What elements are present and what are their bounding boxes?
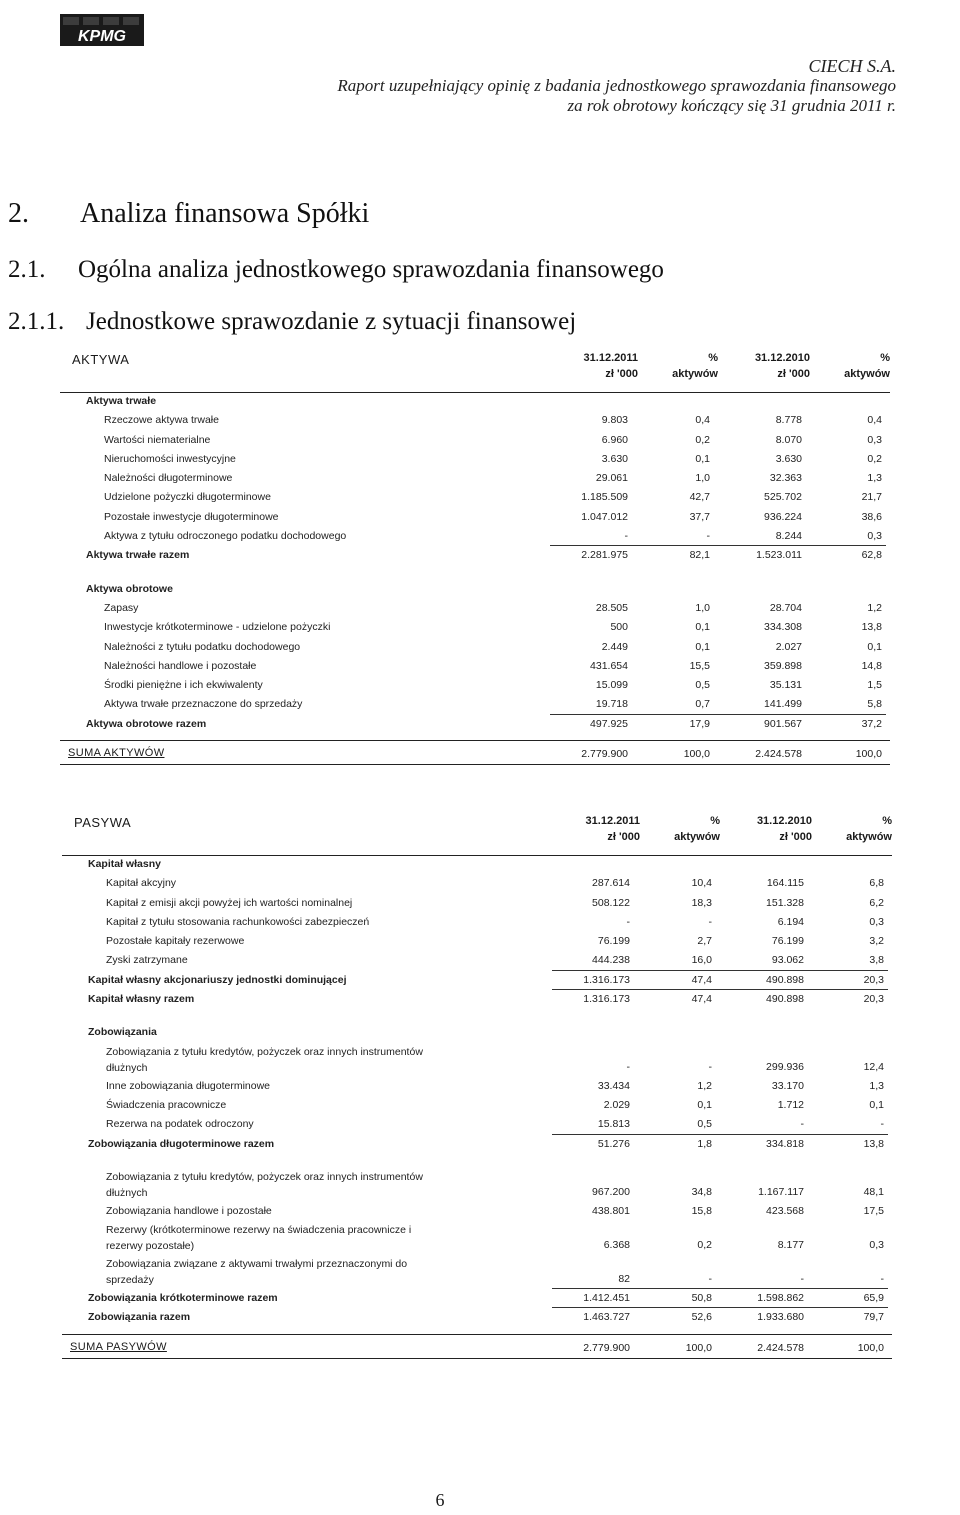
header-line-1: Raport uzupełniający opinię z badania jednostkowego sprawozdania finansowego <box>337 76 896 95</box>
cell-value: 15.813 <box>597 1118 630 1131</box>
cell-value: 287.614 <box>592 877 630 890</box>
subtotal-row <box>60 715 890 734</box>
kpmg-logo-text: KPMG <box>78 28 126 45</box>
cell-value: 1.316.173 <box>583 973 630 986</box>
row-label: Świadczenia pracownicze <box>106 1098 227 1111</box>
row-label: Aktywa trwałe przeznaczone do sprzedaży <box>104 698 303 711</box>
col-2011-value: 31.12.2011 zł '000 <box>585 815 640 843</box>
row-label: Zobowiązania z tytułu kredytów, pożyczek oraz innych instrumentów dłużnych <box>106 1170 423 1199</box>
row-label: Rezerwy (krótkoterminowe rezerwy na świadczenia pracownicze i rezerwy pozostałe) <box>106 1224 412 1253</box>
cell-value: 2.027 <box>775 640 802 653</box>
row-label: Kapitał z emisji akcji powyżej ich wartości nominalnej <box>106 896 353 909</box>
spacer <box>60 566 890 580</box>
cell-value: 6,2 <box>869 896 884 909</box>
cell-value: 100,0 <box>685 1341 712 1354</box>
table-row <box>60 527 890 546</box>
cell-value: - <box>800 1273 804 1286</box>
cell-value: 8.244 <box>775 530 802 543</box>
cell-value: 82,1 <box>689 549 710 562</box>
cell-value: 2.779.900 <box>583 1341 630 1354</box>
kpmg-logo <box>60 14 144 46</box>
cell-value: 1,0 <box>695 472 710 485</box>
row-label: Aktywa obrotowe <box>86 582 173 595</box>
subtotal-row <box>62 1135 892 1154</box>
spacer <box>62 1009 892 1023</box>
row-label: Należności długoterminowe <box>104 472 233 485</box>
cell-value: 13,8 <box>861 621 882 634</box>
row-label: Zobowiązania długoterminowe razem <box>88 1137 275 1150</box>
cell-value: 0,5 <box>697 1118 712 1131</box>
row-label: Pozostałe inwestycje długoterminowe <box>104 510 279 523</box>
cell-value: - <box>880 1273 884 1286</box>
cell-value: 0,2 <box>695 433 710 446</box>
col-2010-percent: % aktywów <box>846 815 892 843</box>
col-2011-value: 31.12.2011 zł '000 <box>583 352 638 380</box>
table-row <box>62 874 892 893</box>
row-label: Nieruchomości inwestycyjne <box>104 452 236 465</box>
report-header <box>337 56 896 116</box>
cell-value: 0,3 <box>869 1239 884 1252</box>
section-number: 2.1.1. <box>8 308 65 335</box>
cell-value: 0,1 <box>697 1098 712 1111</box>
cell-value: 1,2 <box>697 1079 712 1092</box>
liabilities-total-label: SUMA PASYWÓW <box>70 1340 167 1353</box>
table-row <box>62 1168 892 1202</box>
cell-value: 52,6 <box>691 1311 712 1324</box>
cell-value: 0,1 <box>867 640 882 653</box>
cell-value: 14,8 <box>861 659 882 672</box>
cell-value: 1,0 <box>695 601 710 614</box>
cell-value: - <box>626 1060 630 1073</box>
cell-value: 1.712 <box>777 1098 804 1111</box>
section-title-text: Jednostkowe sprawozdanie z sytuacji finansowej <box>86 308 577 335</box>
cell-value: 28.505 <box>595 601 628 614</box>
cell-value: 6.368 <box>603 1239 630 1252</box>
cell-value: 967.200 <box>592 1185 630 1198</box>
cell-value: 100,0 <box>683 748 710 761</box>
cell-value: - <box>706 530 710 543</box>
cell-value: 1.463.727 <box>583 1311 630 1324</box>
cell-value: 1.933.680 <box>757 1311 804 1324</box>
cell-value: 431.654 <box>590 659 628 672</box>
cell-value: 0,2 <box>867 452 882 465</box>
row-label: Należności handlowe i pozostałe <box>104 659 257 672</box>
group-heading-row <box>62 1023 892 1042</box>
cell-value: - <box>708 1273 712 1286</box>
table-row <box>60 411 890 430</box>
cell-value: 34,8 <box>691 1185 712 1198</box>
cell-value: 9.803 <box>601 414 628 427</box>
table-row <box>62 1077 892 1096</box>
cell-value: 50,8 <box>691 1292 712 1305</box>
table-row <box>62 1115 892 1134</box>
cell-value: 141.499 <box>764 698 802 711</box>
cell-value: 0,4 <box>695 414 710 427</box>
row-label: Zobowiązania <box>88 1026 157 1039</box>
cell-value: 42,7 <box>689 491 710 504</box>
cell-value: 151.328 <box>766 896 804 909</box>
cell-value: 334.308 <box>764 621 802 634</box>
cell-value: 901.567 <box>764 717 802 730</box>
liabilities-heading: PASYWA <box>74 815 132 830</box>
cell-value: 65,9 <box>863 1292 884 1305</box>
cell-value: - <box>708 915 712 928</box>
table-row <box>60 638 890 657</box>
row-label: Wartości niematerialne <box>104 433 211 446</box>
row-label: Udzielone pożyczki długoterminowe <box>104 491 271 504</box>
cell-value: 29.061 <box>595 472 628 485</box>
rule <box>60 764 890 765</box>
cell-value: 35.131 <box>769 679 802 692</box>
cell-value: 76.199 <box>771 935 804 948</box>
cell-value: 8.177 <box>777 1239 804 1252</box>
table-row <box>62 1096 892 1115</box>
cell-value: 1.185.509 <box>581 491 628 504</box>
section-title-text: Ogólna analiza jednostkowego sprawozdania finansowego <box>78 256 664 283</box>
cell-value: - <box>880 1118 884 1131</box>
cell-value: 15,8 <box>691 1204 712 1217</box>
cell-value: 62,8 <box>861 549 882 562</box>
cell-value: 1,3 <box>869 1079 884 1092</box>
row-label: Pozostałe kapitały rezerwowe <box>106 935 245 948</box>
cell-value: 1,8 <box>697 1137 712 1150</box>
cell-value: 10,4 <box>691 877 712 890</box>
row-label: Aktywa trwałe razem <box>86 549 190 562</box>
page-number: 6 <box>435 1490 445 1510</box>
cell-value: 76.199 <box>597 935 630 948</box>
cell-value: 2.029 <box>603 1098 630 1111</box>
subtotal-row <box>62 971 892 990</box>
cell-value: 20,3 <box>863 973 884 986</box>
table-row <box>60 618 890 637</box>
cell-value: 17,5 <box>863 1204 884 1217</box>
liabilities-table-header <box>62 815 892 855</box>
section-title-2-1 <box>8 256 664 284</box>
cell-value: 17,9 <box>689 717 710 730</box>
cell-value: 32.363 <box>769 472 802 485</box>
cell-value: 5,8 <box>867 698 882 711</box>
cell-value: 19.718 <box>595 698 628 711</box>
col-2011-percent: % aktywów <box>672 352 718 380</box>
subtotal-row <box>62 1308 892 1327</box>
cell-value: 1.316.173 <box>583 993 630 1006</box>
cell-value: 0,7 <box>695 698 710 711</box>
cell-value: 2.281.975 <box>581 549 628 562</box>
cell-value: 444.238 <box>592 954 630 967</box>
header-company: CIECH S.A. <box>808 56 896 76</box>
cell-value: 8.070 <box>775 433 802 446</box>
cell-value: 0,1 <box>869 1098 884 1111</box>
cell-value: 525.702 <box>764 491 802 504</box>
table-row <box>60 469 890 488</box>
cell-value: 0,3 <box>869 915 884 928</box>
row-label: Rzeczowe aktywa trwałe <box>104 414 219 427</box>
cell-value: 497.925 <box>590 717 628 730</box>
table-row <box>60 431 890 450</box>
section-number: 2. <box>8 198 29 229</box>
group-heading-row <box>60 392 890 411</box>
cell-value: 33.170 <box>771 1079 804 1092</box>
row-label: Aktywa trwałe <box>86 395 157 407</box>
row-label: Aktywa obrotowe razem <box>86 717 207 730</box>
liabilities-total-row <box>62 1334 892 1358</box>
cell-value: 6,8 <box>869 877 884 890</box>
cell-value: 47,4 <box>691 993 712 1006</box>
cell-value: 490.898 <box>766 973 804 986</box>
cell-value: 359.898 <box>764 659 802 672</box>
table-row <box>60 599 890 618</box>
cell-value: 51.276 <box>597 1137 630 1150</box>
cell-value: 79,7 <box>863 1311 884 1324</box>
assets-rows <box>60 392 890 734</box>
cell-value: 16,0 <box>691 954 712 967</box>
cell-value: 500 <box>610 621 628 634</box>
cell-value: 438.801 <box>592 1204 630 1217</box>
cell-value: 1,2 <box>867 601 882 614</box>
cell-value: 299.936 <box>766 1060 804 1073</box>
cell-value: 37,7 <box>689 510 710 523</box>
header-line-2: za rok obrotowy kończący się 31 grudnia 2011 r. <box>567 96 896 115</box>
table-row <box>60 657 890 676</box>
cell-value: 47,4 <box>691 973 712 986</box>
subtotal-row <box>60 546 890 565</box>
row-label: Zobowiązania z tytułu kredytów, pożyczek oraz innych instrumentów dłużnych <box>106 1045 423 1074</box>
cell-value: 2.424.578 <box>757 1341 804 1354</box>
cell-value: - <box>708 1060 712 1073</box>
row-label: Zobowiązania handlowe i pozostałe <box>106 1204 272 1217</box>
rule <box>62 1334 892 1335</box>
cell-value: 28.704 <box>769 601 802 614</box>
cell-value: - <box>624 530 628 543</box>
assets-total-row <box>60 740 890 764</box>
assets-table <box>60 352 890 764</box>
rule <box>60 740 890 741</box>
cell-value: 0,1 <box>695 452 710 465</box>
row-label: Zobowiązania krótkoterminowe razem <box>88 1292 278 1305</box>
row-label: Środki pieniężne i ich ekwiwalenty <box>104 679 263 692</box>
cell-value: 2.779.900 <box>581 748 628 761</box>
cell-value: 0,4 <box>867 414 882 427</box>
col-2010-value: 31.12.2010 zł '000 <box>756 815 812 843</box>
row-label: Rezerwa na podatek odroczony <box>106 1118 254 1131</box>
table-row <box>60 450 890 469</box>
row-label: Inwestycje krótkoterminowe - udzielone pożyczki <box>104 621 331 634</box>
cell-value: 334.818 <box>766 1137 804 1150</box>
cell-value: 37,2 <box>861 717 882 730</box>
row-label: Zobowiązania związane z aktywami trwałymi przeznaczonymi do sprzedaży <box>106 1258 408 1287</box>
cell-value: 1.523.011 <box>756 549 802 562</box>
cell-value: 93.062 <box>771 954 804 967</box>
cell-value: 20,3 <box>863 993 884 1006</box>
row-label: Inne zobowiązania długoterminowe <box>106 1079 271 1092</box>
cell-value: 3,2 <box>869 935 884 948</box>
cell-value: 8.778 <box>775 414 802 427</box>
cell-value: 15.099 <box>595 679 628 692</box>
cell-value: 490.898 <box>766 993 804 1006</box>
col-2010-value: 31.12.2010 zł '000 <box>754 352 810 380</box>
table-row <box>60 488 890 507</box>
cell-value: 6.960 <box>601 433 628 446</box>
cell-value: 1.412.451 <box>583 1292 630 1305</box>
cell-value: 13,8 <box>863 1137 884 1150</box>
section-title-2-1-1 <box>8 308 576 336</box>
assets-heading: AKTYWA <box>72 352 130 367</box>
table-row <box>60 676 890 695</box>
cell-value: 33.434 <box>597 1079 630 1092</box>
table-row <box>62 1221 892 1255</box>
subtotal-row <box>62 990 892 1009</box>
cell-value: 0,5 <box>695 679 710 692</box>
table-row <box>62 932 892 951</box>
cell-value: 2.424.578 <box>755 748 802 761</box>
row-label: Zyski zatrzymane <box>106 954 188 967</box>
table-row <box>62 1202 892 1221</box>
cell-value: 1.167.117 <box>758 1185 804 1198</box>
cell-value: 164.115 <box>766 877 804 890</box>
spacer <box>62 1154 892 1168</box>
cell-value: 38,6 <box>861 510 882 523</box>
cell-value: 0,3 <box>867 433 882 446</box>
rule <box>62 1358 892 1359</box>
cell-value: 12,4 <box>863 1060 884 1073</box>
row-label: Kapitał akcyjny <box>106 877 177 890</box>
cell-value: 100,0 <box>855 748 882 761</box>
cell-value: 508.122 <box>592 896 630 909</box>
table-row <box>60 508 890 527</box>
table-row <box>62 1043 892 1077</box>
section-number: 2.1. <box>8 256 46 283</box>
section-title-2 <box>8 198 369 230</box>
row-label: Zapasy <box>104 601 139 614</box>
assets-total-label: SUMA AKTYWÓW <box>68 747 165 760</box>
cell-value: 3,8 <box>869 954 884 967</box>
row-label: Należności z tytułu podatku dochodowego <box>104 640 301 653</box>
assets-table-header <box>60 352 890 392</box>
cell-value: 0,1 <box>695 621 710 634</box>
cell-value: 423.568 <box>766 1204 804 1217</box>
cell-value: 1,3 <box>867 472 882 485</box>
cell-value: 0,1 <box>695 640 710 653</box>
cell-value: 1,5 <box>867 679 882 692</box>
cell-value: 3.630 <box>775 452 802 465</box>
group-heading-row <box>62 855 892 874</box>
row-label: Kapitał własny akcjonariuszy jednostki dominującej <box>88 973 347 986</box>
cell-value: 0,3 <box>867 530 882 543</box>
liabilities-rows <box>62 855 892 1328</box>
row-label: Kapitał własny razem <box>88 993 195 1006</box>
cell-value: - <box>800 1118 804 1131</box>
row-label: Kapitał własny <box>88 858 161 870</box>
cell-value: 18,3 <box>691 896 712 909</box>
cell-value: 3.630 <box>601 452 628 465</box>
cell-value: 15,5 <box>689 659 710 672</box>
col-2010-percent: % aktywów <box>844 352 890 380</box>
liabilities-table <box>62 815 892 1358</box>
table-row <box>60 695 890 714</box>
group-heading-row <box>60 580 890 599</box>
cell-value: 48,1 <box>863 1185 884 1198</box>
cell-value: 21,7 <box>861 491 882 504</box>
section-title-text: Analiza finansowa Spółki <box>80 198 370 229</box>
cell-value: 936.224 <box>764 510 802 523</box>
col-2011-percent: % aktywów <box>674 815 720 843</box>
cell-value: 0,2 <box>697 1239 712 1252</box>
cell-value: 1.598.862 <box>757 1292 804 1305</box>
table-row <box>62 951 892 970</box>
table-row <box>62 913 892 932</box>
table-row <box>62 1255 892 1289</box>
row-label: Kapitał z tytułu stosowania rachunkowości zabezpieczeń <box>106 915 370 928</box>
table-row <box>62 894 892 913</box>
cell-value: 82 <box>618 1273 630 1286</box>
row-label: Aktywa z tytułu odroczonego podatku dochodowego <box>104 530 347 543</box>
cell-value: - <box>626 915 630 928</box>
cell-value: 100,0 <box>857 1341 884 1354</box>
subtotal-row <box>62 1289 892 1308</box>
cell-value: 6.194 <box>777 915 804 928</box>
row-label: Zobowiązania razem <box>88 1311 191 1324</box>
cell-value: 2.449 <box>601 640 628 653</box>
cell-value: 2,7 <box>697 935 712 948</box>
cell-value: 1.047.012 <box>581 510 628 523</box>
